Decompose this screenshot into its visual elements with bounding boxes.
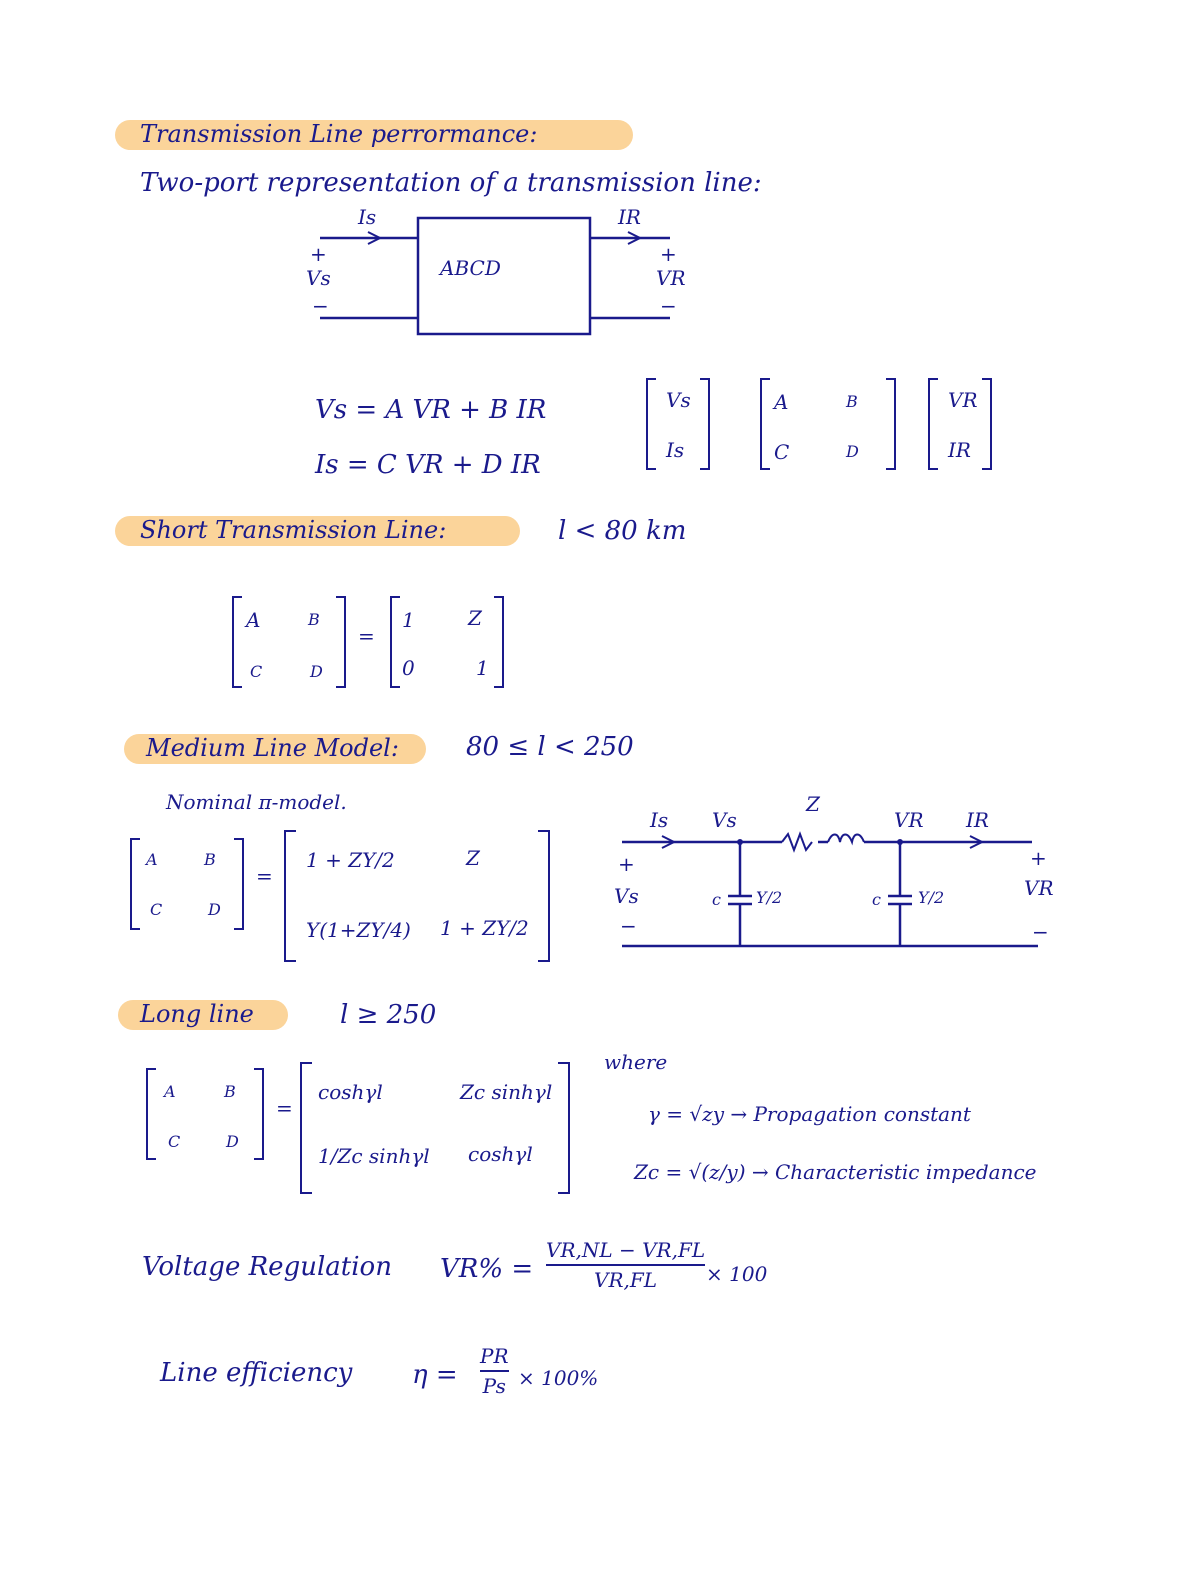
propagation-constant: γ = √zy → Propagation constant [648,1102,971,1126]
bracket [390,596,400,688]
efficiency-lhs: η = [412,1360,458,1390]
matrix-cell: D [310,662,323,681]
efficiency-numerator: PR [480,1344,509,1368]
medium-condition: 80 ≤ l < 250 [466,732,634,762]
vs-plus: + [310,242,327,266]
vs-label: Vs [306,266,331,290]
matrix-cell: Z [468,606,482,630]
efficiency-multiplier: × 100% [518,1366,599,1390]
efficiency-fraction [480,1344,509,1398]
matrix-cell: 1 + ZY/2 [440,916,529,940]
bracket [232,596,242,688]
bracket [300,1062,312,1194]
matrix-cell: Is [666,438,685,462]
regulation-multiplier: × 100 [706,1262,768,1286]
matrix-cell: A [246,608,261,632]
pi-vr-label: VR [1024,876,1054,900]
pi-vs-minus: − [620,914,637,938]
bracket [886,378,896,470]
bracket [254,1068,264,1160]
matrix-cell: B [204,850,216,869]
capacitor-value: Y/2 [918,888,945,907]
pi-vr-node-label: VR [894,808,924,832]
pi-ir-label: IR [966,808,989,832]
matrix-cell: A [774,390,789,414]
efficiency-denominator: Ps [482,1374,506,1398]
pi-vr-minus: − [1032,920,1049,944]
bracket [494,596,504,688]
vr-plus: + [660,242,677,266]
two-port-heading: Two-port representation of a transmission line: [140,168,762,198]
abcd-box-label: ABCD [440,256,501,280]
capacitor-label: c [872,890,881,909]
matrix-cell: B [846,392,858,411]
bracket [538,830,550,962]
bracket [700,378,710,470]
matrix-cell: 0 [402,656,415,680]
fraction-bar [546,1264,705,1266]
matrix-cell: 1 [402,608,415,632]
vr-minus: − [660,294,677,318]
matrix-cell: IR [948,438,971,462]
matrix-cell: C [168,1132,181,1151]
matrix-cell: Vs [666,388,691,412]
is-equation: Is = C VR + D IR [315,450,541,480]
matrix-cell: C [150,900,163,919]
bracket [982,378,992,470]
matrix-cell: C [250,662,263,681]
bracket [646,378,656,470]
matrix-cell: B [224,1082,236,1101]
pi-vs-plus: + [618,852,635,876]
regulation-numerator: VR,NL − VR,FL [546,1238,706,1262]
pi-is-label: Is [650,808,669,832]
nominal-pi-label: Nominal π-model. [166,790,347,814]
ir-label: IR [618,205,641,229]
bracket [284,830,296,962]
pi-z-label: Z [806,792,820,816]
characteristic-impedance: Zc = √(z/y) → Characteristic impedance [634,1160,1037,1184]
matrix-cell: 1 [476,656,489,680]
matrix-cell: 1/Zc sinhγl [318,1144,430,1168]
regulation-denominator: VR,FL [594,1268,658,1292]
bracket [928,378,938,470]
matrix-cell: Z [466,846,480,870]
regulation-lhs: VR% = [440,1254,534,1284]
vs-equation: Vs = A VR + B IR [315,395,547,425]
matrix-cell: B [308,610,320,629]
bracket [558,1062,570,1194]
bracket [130,838,140,930]
bracket [336,596,346,688]
efficiency-label: Line efficiency [160,1358,353,1388]
matrix-cell: D [846,442,859,461]
regulation-fraction [546,1238,705,1292]
bracket [146,1068,156,1160]
pi-vs-label: Vs [614,884,639,908]
short-condition: l < 80 km [558,516,687,546]
bracket [760,378,770,470]
matrix-cell: A [146,850,158,869]
pi-vs-node-label: Vs [712,808,737,832]
capacitor-value: Y/2 [756,888,783,907]
matrix-cell: 1 + ZY/2 [306,848,395,872]
matrix-cell: VR [948,388,978,412]
equals-sign: = [256,864,273,888]
fraction-bar [480,1370,509,1372]
matrix-cell: D [226,1132,239,1151]
vr-label: VR [656,266,686,290]
matrix-cell: A [164,1082,176,1101]
pi-vr-plus: + [1030,846,1047,870]
matrix-cell: Y(1+ZY/4) [306,918,411,942]
page-title: Transmission Line perrormance: [140,120,538,148]
medium-heading: Medium Line Model: [146,734,399,762]
regulation-label: Voltage Regulation [142,1252,392,1282]
matrix-cell: Zc sinhγl [460,1080,553,1104]
long-heading: Long line [140,1000,254,1028]
long-condition: l ≥ 250 [340,1000,437,1030]
equals-sign: = [358,624,375,648]
bracket [234,838,244,930]
matrix-cell: coshγl [468,1142,533,1166]
equals-sign: = [276,1096,293,1120]
where-label: where [604,1050,668,1074]
vs-minus: − [312,294,329,318]
capacitor-label: c [712,890,721,909]
matrix-cell: coshγl [318,1080,383,1104]
matrix-cell: D [208,900,221,919]
matrix-cell: C [774,440,790,464]
short-heading: Short Transmission Line: [140,516,447,544]
is-label: Is [358,205,377,229]
